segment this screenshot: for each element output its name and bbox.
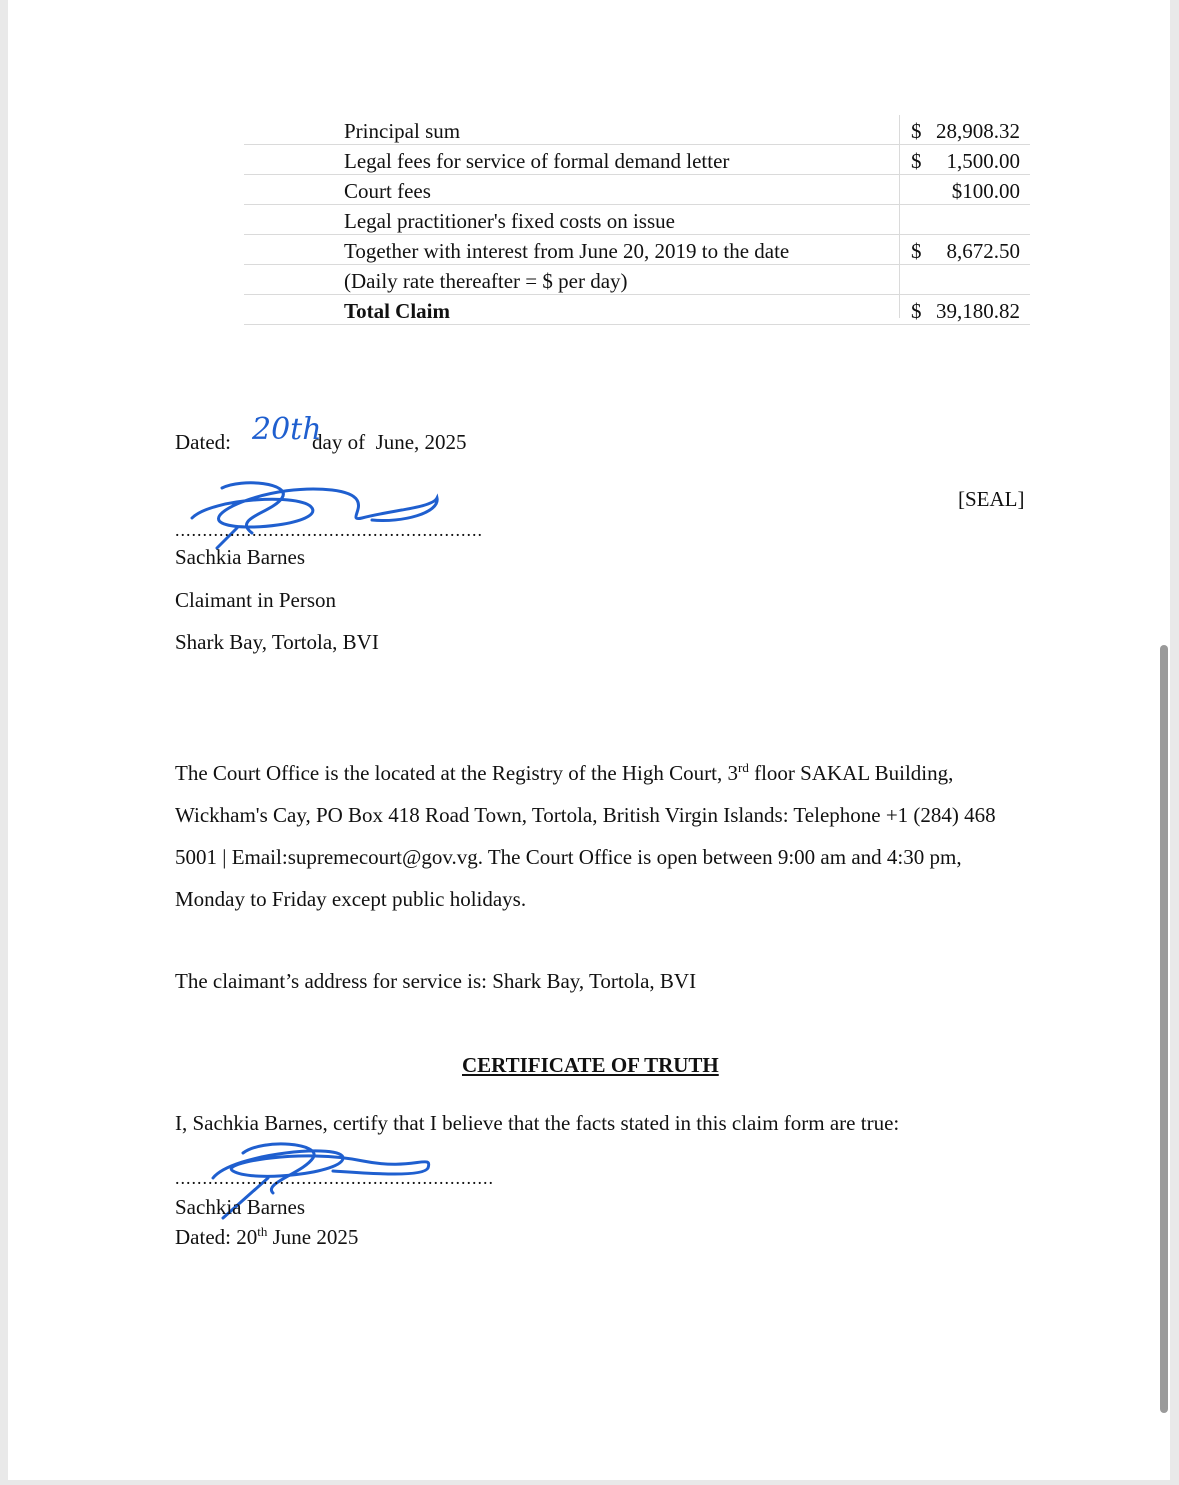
certificate-statement: I, Sachkia Barnes, certify that I believe that the facts stated in this claim form are true: — [175, 1111, 900, 1135]
claim-description: Legal practitioner's fixed costs on issue — [344, 209, 675, 233]
signatory-address: Shark Bay, Tortola, BVI — [175, 630, 379, 654]
dated-label: Dated: — [175, 430, 231, 454]
claim-amount: 1,500.00 — [946, 149, 1020, 173]
claim-amounts-table — [244, 115, 1030, 325]
claim-amount: 8,672.50 — [946, 239, 1020, 263]
claim-row-court-fees — [244, 175, 1030, 205]
ordinal-suffix: th — [257, 1224, 268, 1239]
claim-description: Together with interest from June 20, 2019 to the date — [344, 239, 790, 263]
claim-currency: $ — [911, 239, 922, 263]
handwritten-day: 20th — [252, 412, 322, 447]
certificate-heading: CERTIFICATE OF TRUTH — [462, 1053, 719, 1077]
court-office-text-1: The Court Office is the located at the Registry of the High Court, 3 — [175, 761, 738, 785]
signatory-role: Claimant in Person — [175, 588, 336, 612]
signatory-name: Sachkia Barnes — [175, 545, 306, 569]
claim-row-legal-fees — [244, 145, 1030, 175]
claim-currency: $ — [911, 149, 922, 173]
certificate-signatory-name: Sachkia Barnes — [175, 1195, 306, 1219]
certificate-dotted-line: .......................................................... — [175, 1168, 494, 1188]
claim-row-principal — [244, 115, 1030, 145]
claim-row-fixed-costs — [244, 205, 1030, 235]
ordinal-suffix: rd — [737, 760, 749, 775]
certificate-date-suffix: June 2025 — [267, 1225, 359, 1249]
total-claim-label: Total Claim — [344, 299, 450, 323]
claim-description: Principal sum — [344, 119, 461, 143]
seal-placeholder: [SEAL] — [958, 487, 1025, 511]
claim-row-interest — [244, 235, 1030, 265]
court-office-text-2: floor SAKAL Building, Wickham's Cay, PO Box 418 Road Town, Tortola, British Virgin Islands: Telephone +1 (284) 468 5001 | Email:supremecourt@gov.vg. The Court Office is open between 9:00 am and 4:30 pm, Monday to Friday except public holidays. — [175, 761, 996, 911]
signature-dotted-line: ........................................................ — [175, 520, 483, 540]
service-address: The claimant’s address for service is: Shark Bay, Tortola, BVI — [175, 969, 697, 993]
court-office-paragraph — [175, 747, 1035, 920]
claim-description: Court fees — [344, 179, 431, 203]
claim-description: Legal fees for service of formal demand letter — [344, 149, 730, 173]
claim-row-total — [244, 295, 1030, 325]
dated-rest: day of June, 2025 — [312, 430, 467, 454]
claim-currency: $ — [911, 119, 922, 143]
certificate-date — [175, 1224, 358, 1250]
claim-amount: $100.00 — [951, 179, 1020, 203]
claim-row-daily-rate — [244, 265, 1030, 295]
claim-description: (Daily rate thereafter = $ per day) — [344, 269, 628, 293]
certificate-date-prefix: Dated: 20 — [175, 1225, 258, 1249]
document-page — [8, 0, 1170, 1480]
vertical-scrollbar[interactable] — [1160, 645, 1168, 1413]
total-claim-amount: 39,180.82 — [936, 299, 1020, 323]
signature-mark — [182, 478, 452, 553]
claim-amount: 28,908.32 — [936, 119, 1020, 143]
claim-currency: $ — [911, 299, 922, 323]
